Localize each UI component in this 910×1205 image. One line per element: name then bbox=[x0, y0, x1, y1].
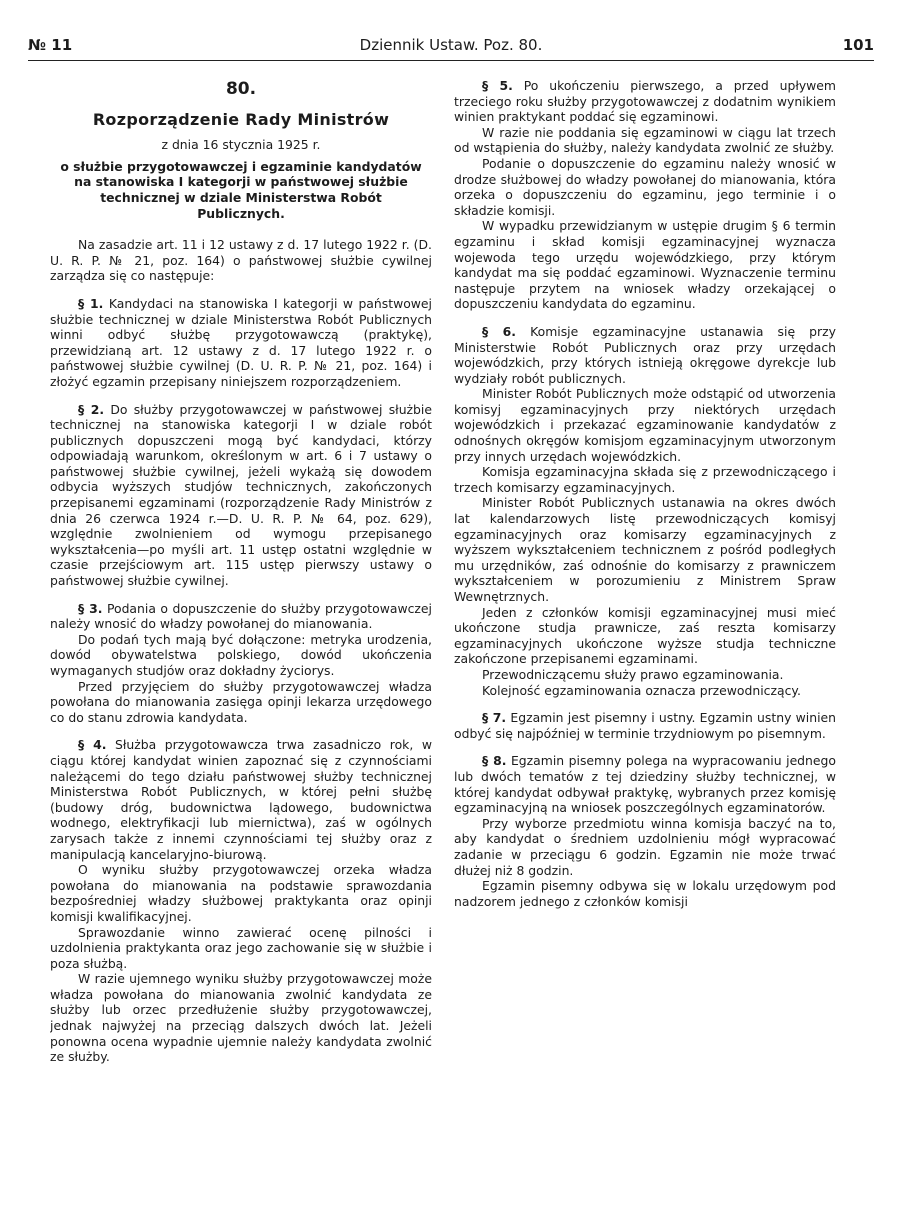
section-paragraph: Komisja egzaminacyjna składa się z przewodniczącego i trzech komisarzy egzaminacyjnych. bbox=[454, 464, 836, 495]
section-paragraph: Przy wyborze przedmiotu winna komisja baczyć na to, aby kandydat o średniem uzdolnieniu mógł wypracować zadanie w przeciągu 6 godzin. Egzamin nie może trwać dłużej niż 8 godzin. bbox=[454, 815, 836, 878]
issue-number: № 11 bbox=[28, 36, 73, 54]
section-paragraph: W razie ujemnego wyniku służby przygotowawczej może władza powołana do mianowania zwolnić kandydata ze służby lub orzec przedłużenie służby przygotowawczej, jednak najwyżej na przeciąg dalszych dwóch lat. Jeżeli ponowna ocena wypadnie ujemnie należy kandydata zwolnić ze służby. bbox=[50, 971, 432, 1065]
section-paragraph: Egzamin pisemny odbywa się w lokalu urzędowym pod nadzorem jednego z członków komisji bbox=[454, 878, 836, 909]
section-paragraph: Minister Robót Publicznych może odstąpić od utworzenia komisyj egzaminacyjnych przy niektórych urzędach wojewódzkich i przekazać egzaminowanie kandydatów z odnośnych okręgów komisjom egzaminacyjnym utworzonym przy innych urzędach wojewódzkich. bbox=[454, 386, 836, 464]
section-label: § 8. bbox=[482, 753, 507, 769]
section-label: § 1. bbox=[78, 295, 104, 311]
section-paragraph: Podanie o dopuszczenie do egzaminu należy wnosić w drodze służbowej do władzy powołanej do mianowania, która orzeka o dopuszczeniu do egzaminu, jego terminie i o składzie komisji. bbox=[454, 155, 836, 218]
preamble: Na zasadzie art. 11 i 12 ustawy z d. 17 lutego 1922 r. (D. U. R. P. № 21, poz. 164) o państwowej służbie cywilnej zarządza się co następuje: bbox=[50, 237, 432, 284]
act-subject: o służbie przygotowawczej i egzaminie kandydatów na stanowiska I kategorji w państwowej służbie technicznej w dziale Ministerstwa Robót Publicznych. bbox=[60, 158, 422, 221]
section-8 bbox=[454, 753, 836, 815]
page-number: 101 bbox=[842, 36, 874, 54]
section-text: Służba przygotowawcza trwa zasadniczo rok, w ciągu której kandydat winien zapoznać się z czynnościami należącemi do tego działu państwowej służby technicznej Ministerstwa Robót Publicznych, w której pełni służbę (budowy dróg, budownictwa lądowego, budownictwa wodnego, elektryfikacji lub miernictwa), zaś w ogólnych zarysach także z innemi czynnościami tej służby oraz z manipulacją kancelaryjno-biurową. bbox=[50, 737, 432, 862]
section-paragraph: Sprawozdanie winno zawierać ocenę pilności i uzdolnienia praktykanta oraz jego zachowanie się w służbie i poza służbą. bbox=[50, 924, 432, 971]
section-text: Po ukończeniu pierwszego, a przed upływem trzeciego roku służby przygotowawczej z dodatnim wynikiem winien praktykant poddać się egzaminowi. bbox=[454, 78, 836, 125]
section-paragraph: Do podań tych mają być dołączone: metryka urodzenia, dowód obywatelstwa polskiego, dowód ukończenia wymaganych studjów oraz dokładny życiorys. bbox=[50, 631, 432, 678]
section-1 bbox=[50, 296, 432, 390]
section-label: § 5. bbox=[482, 78, 513, 93]
section-paragraph: W wypadku przewidzianym w ustępie drugim § 6 termin egzaminu i skład komisji egzaminacyjnej wyznacza wojewoda tego urzędu wojewódzkiego, przy którym kandydat ma się poddać egzaminowi. Wyznaczenie terminu następuje przytem na wniosek władzy orzekającej o dopuszczeniu kandydata do egzaminu. bbox=[454, 218, 836, 312]
section-paragraph: Kolejność egzaminowania oznacza przewodniczący. bbox=[482, 682, 801, 698]
section-paragraph: Jeden z członków komisji egzaminacyjnej musi mieć ukończone studja prawnicze, zaś reszta komisarzy egzaminacyjnych ukończone wyższe studja techniczne zakończone przepisanemi egzaminami. bbox=[454, 604, 836, 667]
section-text: Kandydaci na stanowiska I kategorji w państwowej służbie technicznej w dziale Ministerstwa Robót Publicznych winni odbyć służbę przygotowawczą (praktykę), przewidzianą art. 12 ustawy z d. 17 lutego 1922 r. o państwowej służbie cywilnej (D. U. R. P. № 21, poz. 164) i złożyć egzamin przepisany niniejszem rozporządzeniem. bbox=[50, 295, 432, 389]
section-4 bbox=[50, 737, 432, 862]
section-text: Egzamin pisemny polega na wypracowaniu jednego lub dwóch tematów z tej dziedziny służby technicznej, w której kandydat odbywał praktykę, wybranych przez komisję egzaminacyjną na wniosek poszczególnych egzaminatorów. bbox=[454, 753, 836, 816]
section-text: Podania o dopuszczenie do służby przygotowawczej należy wnosić do władzy powołanej do mianowania. bbox=[50, 600, 432, 632]
section-paragraph: W razie nie poddania się egzaminowi w ciągu lat trzech od wstąpienia do służby, należy kandydata zwolnić ze służby. bbox=[454, 124, 836, 156]
section-paragraph: Przewodniczącemu służy prawo egzaminowania. bbox=[482, 666, 784, 682]
section-paragraph: O wyniku służby przygotowawczej orzeka władza powołana do mianowania na podstawie sprawozdania bezpośredniej władzy służbowej praktykanta oraz opinji komisji kwalifikacyjnej. bbox=[50, 862, 432, 924]
act-title: Rozporządzenie Rady Ministrów bbox=[92, 109, 390, 129]
section-label: § 6. bbox=[482, 323, 517, 339]
section-5 bbox=[454, 78, 836, 125]
section-7 bbox=[454, 710, 836, 741]
section-3 bbox=[50, 601, 432, 632]
section-text: Egzamin jest pisemny i ustny. Egzamin ustny winien odbyć się najpóźniej w terminie trzydniowym po pisemnym. bbox=[454, 710, 836, 741]
section-label: § 3. bbox=[78, 600, 103, 616]
act-number: 80. bbox=[225, 79, 257, 99]
section-6 bbox=[454, 324, 836, 386]
section-text: Do służby przygotowawczej w państwowej służbie technicznej na stanowiska kategorji I w dziale robót publicznych dopuszczeni mogą być kandydaci, którzy odpowiadają warunkom, określonym w art. 6 i 7 ustawy o państwowej służbie cywilnej, jeżeli wykażą się dowodem odbycia wyższych studjów technicznych, zakończonych przepisanemi egzaminami (rozporządzenie Rady Ministrów z dnia 26 czerwca 1924 r.—D. U. R. P. № 64, poz. 629), względnie zwolnieniem od wymogu przepisanego wykształcenia—po myśli art. 11 ustęp ostatni względnie w czasie przejściowym art. 115 ustęp pierwszy ustawy o państwowej służbie cywilnej. bbox=[50, 401, 432, 589]
right-column bbox=[454, 78, 836, 1185]
section-label: § 2. bbox=[78, 401, 105, 417]
section-2 bbox=[50, 402, 432, 589]
header-rule bbox=[28, 60, 874, 61]
left-column bbox=[50, 76, 432, 1185]
act-date: z dnia 16 stycznia 1925 r. bbox=[161, 137, 321, 153]
section-label: § 4. bbox=[78, 737, 107, 753]
journal-title: Dziennik Ustaw. Poz. 80. bbox=[359, 36, 543, 54]
section-text: Komisje egzaminacyjne ustanawia się przy Ministerstwie Robót Publicznych oraz przy urzędach wojewódzkich, przy których istnieją okręgowe dyrekcje lub wydziały robót publicznych. bbox=[454, 323, 836, 386]
section-paragraph: Minister Robót Publicznych ustanawia na okres dwóch lat kalendarzowych listę przewodniczących komisyj egzaminacyjnych oraz komisarzy egzaminacyjnych z wyższem wykształceniem technicznem z pośród podległych mu urzędników, zaś odnośnie do komisarzy z prawniczem wykształceniem w porozumieniu z Ministrem Spraw Wewnętrznych. bbox=[454, 495, 836, 604]
section-label: § 7. bbox=[482, 710, 507, 726]
section-paragraph: Przed przyjęciem do służby przygotowawczej władza powołana do mianowania zasięga opinji lekarza urzędowego co do stanu zdrowia kandydata. bbox=[50, 678, 432, 725]
running-header bbox=[28, 36, 874, 60]
